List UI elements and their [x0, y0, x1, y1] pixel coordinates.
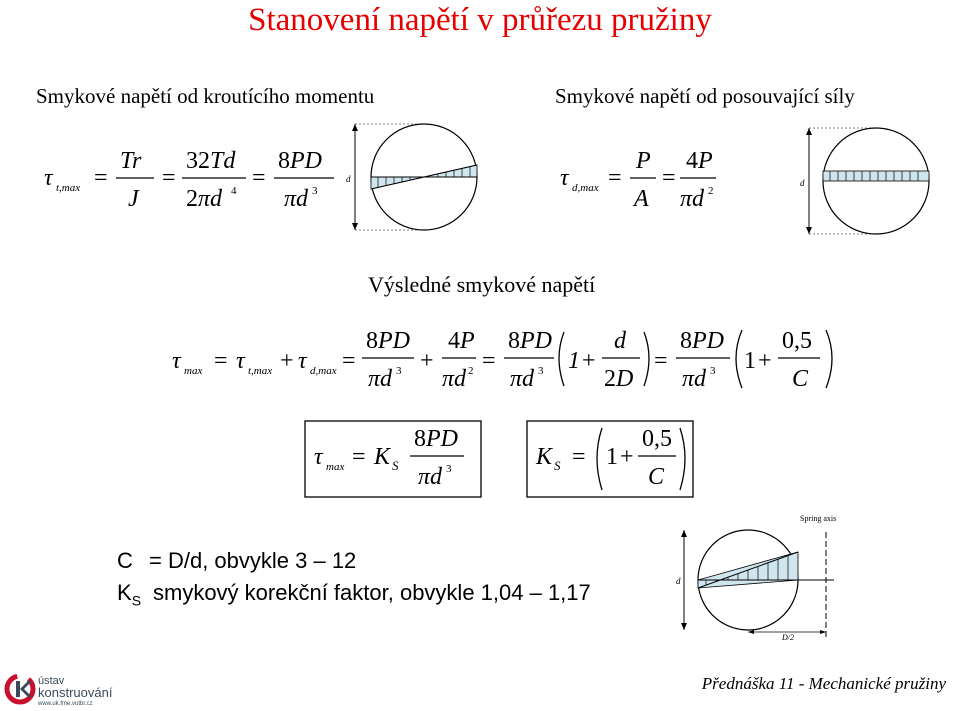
svg-text:t,max: t,max: [248, 365, 273, 377]
svg-text:=: =: [252, 165, 266, 191]
figure-torsion-stress: [342, 120, 482, 235]
legend-c: [117, 548, 356, 574]
svg-text:πd: πd: [682, 366, 707, 392]
svg-text:8PD: 8PD: [278, 148, 322, 174]
dimension-d-label: d: [346, 174, 351, 184]
formula-ks-box: [526, 420, 696, 500]
svg-text:=: =: [654, 348, 668, 374]
svg-text:=: =: [214, 348, 228, 374]
svg-text:τ: τ: [44, 165, 53, 191]
formula-combined: [170, 320, 850, 400]
svg-text:K: K: [374, 444, 391, 470]
svg-text:d,max: d,max: [310, 365, 337, 377]
footer-lecture: Přednáška 11 - Mechanické pružiny: [701, 674, 946, 693]
svg-text:πd: πd: [680, 186, 705, 212]
svg-text:2: 2: [468, 365, 474, 377]
svg-text:1: 1: [744, 348, 756, 374]
svg-text:=: =: [162, 165, 176, 191]
dimension-d-label: d: [676, 576, 681, 586]
figure-shear-stress: [796, 124, 936, 239]
svg-text:3: 3: [538, 365, 544, 377]
svg-text:=: =: [572, 444, 586, 470]
svg-text:32Td: 32Td: [186, 148, 236, 174]
svg-text:τ: τ: [236, 348, 245, 374]
svg-text:d: d: [614, 328, 626, 354]
svg-text:πd: πd: [284, 186, 309, 212]
svg-text:=: =: [608, 165, 622, 191]
svg-text:1: 1: [606, 444, 618, 470]
svg-text:πd: πd: [442, 366, 467, 392]
svg-text:πd: πd: [368, 366, 393, 392]
svg-text:d,max: d,max: [572, 182, 599, 194]
svg-text:1: 1: [568, 348, 580, 374]
half-d-label: D/2: [782, 633, 794, 642]
svg-text:2πd: 2πd: [186, 186, 223, 212]
legend-ks-text: smykový korekční faktor, obvykle 1,04 – 1,17: [153, 580, 591, 605]
svg-text:τ: τ: [314, 444, 323, 470]
svg-text:2D: 2D: [604, 366, 634, 392]
svg-text:+: +: [280, 348, 294, 374]
svg-text:=: =: [482, 348, 496, 374]
svg-text:max: max: [326, 461, 345, 473]
svg-text:8PD: 8PD: [508, 328, 552, 354]
legend-c-symbol: C: [117, 548, 133, 573]
svg-text:P: P: [636, 148, 651, 174]
legend-c-text: = D/d, obvykle 3 – 12: [149, 548, 357, 573]
svg-text:+: +: [420, 348, 434, 374]
svg-text:3: 3: [710, 365, 716, 377]
svg-text:A: A: [634, 186, 649, 212]
svg-text:=: =: [352, 444, 366, 470]
svg-text:0,5: 0,5: [782, 328, 812, 354]
logo-line2: konstruování: [38, 685, 113, 700]
svg-text:3: 3: [312, 185, 318, 197]
svg-text:8PD: 8PD: [366, 328, 410, 354]
svg-text:+: +: [758, 348, 772, 374]
formula-max-stress-box: [304, 420, 484, 500]
heading-torsion: Smykové napětí od kroutícího momentu: [36, 84, 375, 108]
svg-text:K: K: [536, 444, 553, 470]
svg-text:πd: πd: [510, 366, 535, 392]
svg-text:=: =: [94, 165, 108, 191]
svg-text:3: 3: [396, 365, 402, 377]
legend-ks-symbol: K: [117, 580, 132, 605]
svg-text:8PD: 8PD: [680, 328, 724, 354]
legend-ks: [117, 580, 591, 608]
svg-text:C: C: [792, 366, 809, 392]
logo-line1: ústav: [38, 675, 65, 687]
formula-torsion: [40, 140, 350, 220]
heading-result: Výsledné smykové napětí: [368, 272, 596, 297]
svg-text:4: 4: [231, 185, 237, 197]
formula-shear-force: [556, 140, 736, 220]
logo-url: www.uk.fme.vutbr.cz: [38, 701, 93, 706]
svg-text:0,5: 0,5: [642, 426, 672, 452]
heading-shear-force: Smykové napětí od posouvající síly: [555, 84, 855, 108]
svg-text:2: 2: [708, 185, 714, 197]
svg-text:+: +: [582, 348, 596, 374]
svg-text:C: C: [648, 464, 665, 490]
page-title: Stanovení napětí v průřezu pružiny: [248, 2, 712, 38]
svg-text:3: 3: [446, 463, 452, 475]
spring-axis-label: Spring axis: [800, 514, 837, 523]
svg-text:max: max: [184, 365, 203, 377]
svg-text:Tr: Tr: [120, 148, 142, 174]
logo: [4, 672, 134, 706]
svg-text:+: +: [620, 444, 634, 470]
svg-text:τ: τ: [172, 348, 181, 374]
svg-text:πd: πd: [418, 464, 443, 490]
svg-text:τ: τ: [560, 165, 569, 191]
svg-text:=: =: [662, 165, 676, 191]
svg-text:8PD: 8PD: [414, 426, 458, 452]
svg-text:τ: τ: [298, 348, 307, 374]
svg-text:S: S: [554, 458, 561, 473]
legend-ks-sub: S: [131, 592, 142, 609]
figure-combined-stress: [672, 512, 842, 642]
svg-text:S: S: [392, 458, 399, 473]
dimension-d-label: d: [800, 178, 805, 188]
svg-text:4P: 4P: [686, 148, 713, 174]
svg-text:=: =: [342, 348, 356, 374]
svg-text:J: J: [128, 186, 139, 212]
svg-text:t,max: t,max: [56, 182, 81, 194]
svg-text:4P: 4P: [448, 328, 475, 354]
